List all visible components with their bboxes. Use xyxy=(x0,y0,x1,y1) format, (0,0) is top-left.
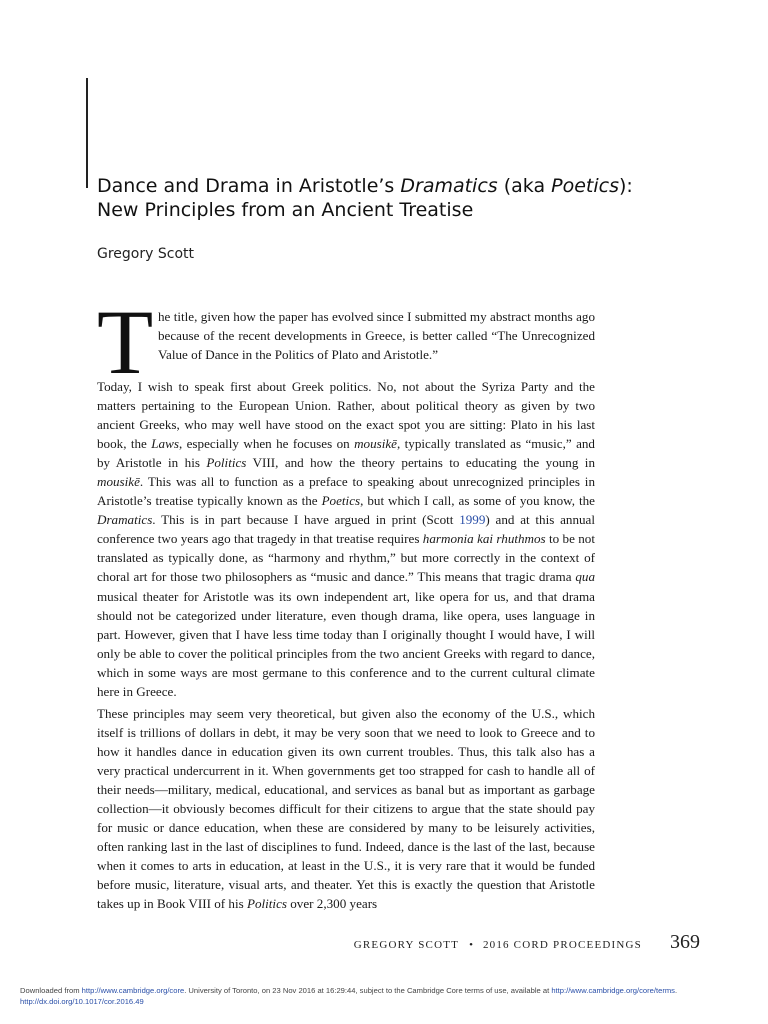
p2-italic-poetics: Poetics xyxy=(321,493,361,509)
p2-italic-laws: Laws xyxy=(151,436,179,452)
p2-text: to be not translated as typically done, as “harmony and rhythm,” but more correctly in the context of choral art for those two philosophers as “music and dance.” This means that tragic drama xyxy=(97,531,595,585)
title-italic-dramatics: Dramatics xyxy=(400,175,498,197)
download-note xyxy=(20,985,750,1007)
drop-cap: T xyxy=(97,291,154,393)
p2-text: ) and at this annual conference two years ago that tragedy in that treatise requires xyxy=(97,512,595,547)
p2-italic-harmonia: harmonia kai rhuthmos xyxy=(422,531,546,547)
p2-text: , especially when he focuses on xyxy=(178,436,355,452)
margin-rule xyxy=(86,78,88,188)
title-italic-poetics: Poetics xyxy=(551,175,619,197)
p2-italic-qua: qua xyxy=(575,569,595,585)
title-part-3: ): New Principles from an Ancient Treatise xyxy=(97,175,633,221)
p2-text: . This was all to function as a preface to speaking about unrecognized principles in Aristotle’s treatise typically known as the xyxy=(97,474,595,509)
p2-text: . This is in part because I have argued in print (Scott xyxy=(152,512,460,528)
title-part-2: (aka xyxy=(497,175,552,197)
paragraph-1: he title, given how the paper has evolved since I submitted my abstract months ago because of the recent developments in Greece, is better called “The Unrecognized Value of Dance in the Politics of Plato and Aristotle.” xyxy=(158,309,595,363)
p2-text: , but which I call, as some of you know, the xyxy=(360,493,595,509)
p3-text: over 2,300 years xyxy=(286,896,378,912)
p2-text: VIII, and how the theory pertains to educating the young in xyxy=(246,455,595,471)
download-note-text: . University of Toronto, on 23 Nov 2016 at 16:29:44, subject to the Cambridge Core terms of use, available at xyxy=(184,986,552,995)
p2-text: musical theater for Aristotle was its own independent art, like opera for us, and that drama should not be categorized under literature, even though drama, like opera, uses language in part. However, given that I have less time today than I originally thought I would have, I will only be able to cover the political principles from the two ancient Greeks with regard to dance, which in some ways are most germane to this conference and to the current cultural climate here in Greece. xyxy=(97,588,595,699)
p2-text: , typically translated as “music,” and by Aristotle in his xyxy=(97,436,595,471)
page-number: 369 xyxy=(670,931,700,953)
running-head-proceedings: 2016 CORD PROCEEDINGS xyxy=(482,939,642,951)
running-head-author: GREGORY SCOTT xyxy=(353,939,460,951)
p3-text: These principles may seem very theoretical, but given also the economy of the U.S., which itself is trillions of dollars in debt, it may be very soon that we need to look to Greece and to how it handles dance in education given its own current troubles. Thus, this talk also has a very practical undercurrent in it. When governments get too strapped for cash to handle all of their needs—military, medical, educational, and services as banal but as important as garbage collection—it obviously becomes difficult for their citizens to argue that the state should pay for music or dance education, when these are considered by many to be leisurely activities, often ranking last in the last of disciplines to fund. Indeed, dance is the last of the last, because when it comes to arts in education, at least in the U.S., it is very rare that it would be funded before music, literature, visual arts, and theater. Yet this is exactly the question that Aristotle takes up in Book VIII of his xyxy=(97,706,595,912)
running-footer xyxy=(354,931,700,954)
article-title xyxy=(97,174,657,222)
p2-italic-politics: Politics xyxy=(206,455,247,471)
p3-italic-politics: Politics xyxy=(246,896,287,912)
download-note-text: Downloaded from xyxy=(20,986,82,995)
paragraph-3 xyxy=(97,704,595,914)
bullet-separator: • xyxy=(469,939,473,951)
title-part-1: Dance and Drama in Aristotle’s xyxy=(97,175,401,197)
doi-link[interactable]: http://dx.doi.org/10.1017/cor.2016.49 xyxy=(20,997,144,1006)
paragraph-2 xyxy=(97,377,595,701)
author-name: Gregory Scott xyxy=(97,246,194,262)
terms-link[interactable]: http://www.cambridge.org/core/terms xyxy=(551,986,675,995)
cambridge-core-link[interactable]: http://www.cambridge.org/core xyxy=(81,986,185,995)
p2-italic-mousike: mousikē xyxy=(97,474,140,490)
p2-italic-dramatics: Dramatics xyxy=(97,512,153,528)
download-note-text: . xyxy=(674,986,678,995)
p2-text: Today, I wish to speak first about Greek politics. No, not about the Syriza Party and the matters pertaining to the European Union. Rather, about political theory as given by two ancient Greeks, who may well have stood on the exact spot you are sitting: Plato in his last book, the xyxy=(97,379,595,452)
p2-italic-mousike: mousikē xyxy=(354,436,397,452)
citation-link[interactable]: 1999 xyxy=(459,512,486,528)
